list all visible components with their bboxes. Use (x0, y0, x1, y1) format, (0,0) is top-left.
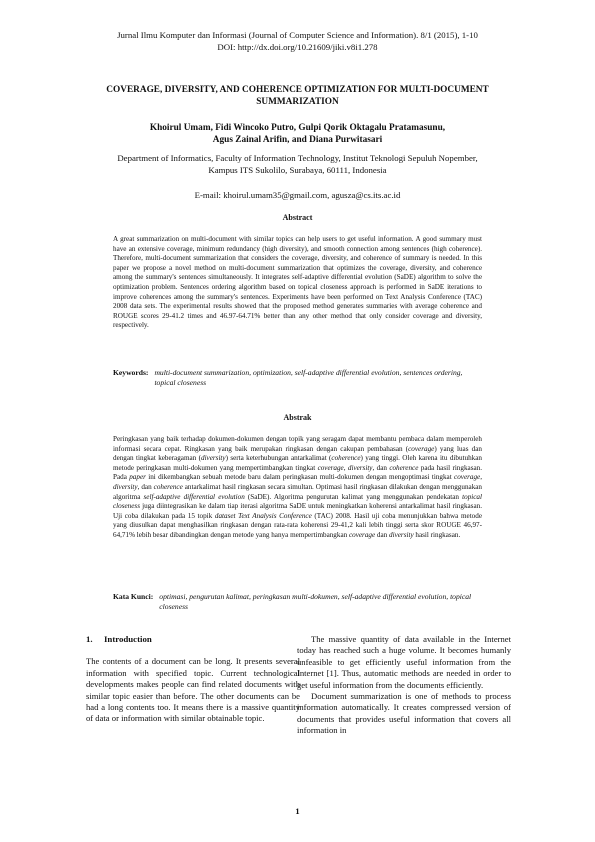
keywords-label: Keywords: (113, 368, 149, 377)
author-list (80, 122, 515, 146)
keywords-block (113, 368, 482, 388)
section-heading (86, 634, 300, 645)
page-number: 1 (295, 806, 300, 816)
intro-paragraph-3: Document summarization is one of methods to process information automatically. It creates compressed version of documents that provides useful information that covers all information in (297, 691, 511, 736)
kata-kunci-label: Kata Kunci: (113, 592, 154, 601)
kata-kunci-text: optimasi, pengurutan kalimat, peringkasan multi-dokumen, self-adaptive differential evolution, topical closeness (159, 592, 472, 611)
email-line: E-mail: khoirul.umam35@gmail.com, agusza@cs.its.ac.id (194, 190, 401, 200)
intro-paragraph-2: The massive quantity of data available in the Internet today has reached such a huge volume. It becomes humanly unfeasible to get efficiently useful information from the Internet [1]. Thus, automatic methods are needed in order to get useful information from the documents efficiently. (297, 634, 511, 690)
section-title: Introduction (104, 634, 152, 644)
affiliation-line-2: Kampus ITS Sukolilo, Surabaya, 60111, Indonesia (208, 164, 387, 175)
affiliation (60, 153, 535, 176)
doi-line: DOI: http://dx.doi.org/10.21609/jiki.v8i1.278 (217, 41, 378, 52)
authors-line-1: Khoirul Umam, Fidi Wincoko Putro, Gulpi Qorik Oktagalu Pratamasunu, (149, 123, 446, 133)
kata-kunci-block (113, 592, 482, 612)
abstrak-heading: Abstrak (283, 413, 312, 422)
section-number: 1. (86, 634, 93, 644)
abstrak-body: Peringkasan yang baik terhadap dokumen-dokumen dengan topik yang seragam dapat membantu pembaca dalam memperoleh informasi secara cepat. Ringkasan yang baik merupakan ringkasan dengan cakupan pembahasan (coverage) yang luas dan dengan tingkat keberagaman (diversity) serta keterhubungan antarkalimat (coherence) yang tinggi. Oleh karena itu dibutuhkan metode peringkasan multi-dokumen yang mempertimbangkan tingkat coverage, diversity, dan coherence pada hasil ringkasan. Pada paper ini dikembangkan sebuah metode baru dalam peringkasan multi-dokumen dengan mengoptimasi tingkat coverage, diversity, dan coherence antarkalimat hasil ringkasan secara simultan. Optimasi hasil ringkasan dilakukan dengan menggunakan algoritma self-adaptive differential evolution (SaDE). Algoritma pengurutan kalimat yang menggunakan pendekatan topical closeness juga diintegrasikan ke dalam tiap iterasi algoritma SaDE untuk meningkatkan koherensi antarkalimat hasil ringkasan. Uji coba dilakukan pada 15 topik dataset Text Analysis Conference (TAC) 2008. Hasil uji coba menunjukkan bahwa metode yang diusulkan dapat menghasilkan ringkasan dengan rata-rata koherensi 29-41,2 kali lebih tinggi serta skor ROUGE 46,97-64,71% lebih besar dibandingkan dengan metode yang hanya mempertimbangkan coverage dan diversity hasil ringkasan. (113, 435, 483, 539)
intro-paragraph-1: The contents of a document can be long. It presents several information with specified topic. Current technological developments makes people can find related documents with similar topic easier than before. The other documents can be had a long contents too. It means there is a massive quantity of data or information with similar obtainable topic. (86, 656, 300, 724)
affiliation-line-1: Department of Informatics, Faculty of Information Technology, Institut Teknologi Sepuluh Nopember, (117, 153, 478, 163)
journal-citation: Jurnal Ilmu Komputer dan Informasi (Journal of Computer Science and Information). 8/1 (2015), 1-10 (117, 30, 478, 40)
abstract-heading: Abstract (282, 213, 313, 222)
keywords-text: multi-document summarization, optimization, self-adaptive differential evolution, sentences ordering, topical closeness (154, 368, 463, 387)
paper-title: COVERAGE, DIVERSITY, AND COHERENCE OPTIMIZATION FOR MULTI-DOCUMENT SUMMARIZATION (106, 85, 489, 107)
journal-header (0, 30, 595, 53)
right-column (297, 634, 511, 737)
left-column (86, 634, 300, 725)
abstract-body: A great summarization on multi-document with similar topics can help users to get useful information. A good summary must have an extensive coverage, minimum redundancy (high diversity), and smooth connection among sentences (high coherence). Therefore, multi-document summarization that considers the coverage, diversity, and coherence of summary is needed. In this paper we propose a novel method on multi-document summarization that optimizes the coverage, diversity, and coherence among the summary's sentences simultaneously. It integrates self-adaptive differential evolution (SaDE) algorithm to solve the optimization problem. Sentences ordering algorithm based on topical closeness approach is performed in SaDE iterations to improve coherences among the summary's sentences. Experiments have been performed on Text Analysis Conference (TAC) 2008 data sets. The experimental results showed that the proposed method generates summaries with average coherence and ROUGE scores 29-41.2 times and 46.97-64.71% better than any other method that only consider coverage and diversity, respectively. (113, 235, 482, 330)
authors-line-2: Agus Zainal Arifin, and Diana Purwitasari (212, 135, 383, 145)
